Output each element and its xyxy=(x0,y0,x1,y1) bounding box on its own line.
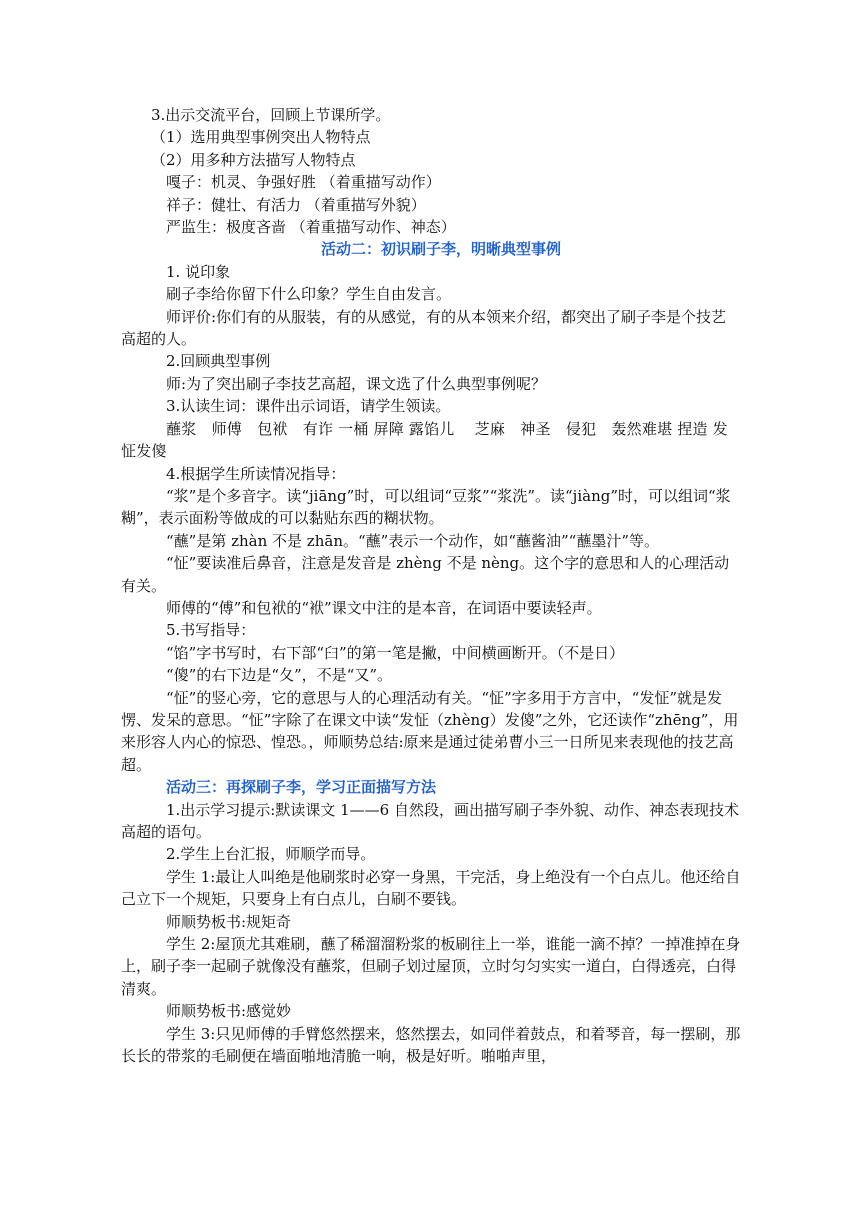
note-zhan: “蘸”是第 zhàn 不是 zhān。“蘸”表示一个动作，如“蘸酱油”“蘸墨汁”等。 xyxy=(166,531,659,550)
student-3-answer: 学生 3:只见师傅的手臂悠然摆来，悠然摆去，如同伴着鼓点，和着琴音，每一摆刷，那长长的带浆的毛刷便在墙面啪地清脆一响，极是好听。啪啪声里， xyxy=(121,1024,741,1066)
section-vocabulary: 3.认读生词：课件出示词语，请学生领读。 xyxy=(166,397,451,416)
student-2-answer: 学生 2:屋顶尤其难刷，蘸了稀溜溜粉浆的板刷往上一举，谁能一滴不掉？一掉准掉在身上，刷子李一起刷子就像没有蘸浆，但刷子划过屋顶，立时匀匀实实一道白，白得透亮，白得清爽。 xyxy=(121,935,741,998)
activity-2-heading: 活动二：初识刷子李，明晰典型事例 xyxy=(320,240,561,259)
board-note-1: 师顺势板书:规矩奇 xyxy=(166,912,292,931)
writing-sha: “傻”的右下边是“夂”，不是“又”。 xyxy=(166,666,393,685)
learning-prompt: 1.出示学习提示:默读课文 1——6 自然段，画出描写刷子李外貌、动作、神态表现技术高超的语句。 xyxy=(121,800,739,841)
point-1: （1）选用典型事例突出人物特点 xyxy=(151,128,371,147)
document-body xyxy=(121,104,741,1067)
impression-question: 刷子李给你留下什么印象？学生自由发言。 xyxy=(166,285,452,304)
note-zheng: “怔”要读准后鼻音，注意是发音是 zhèng 不是 nèng。这个字的意思和人的心理活动有关。 xyxy=(121,554,730,595)
review-step-3: 3.出示交流平台，回顾上节课所学。 xyxy=(151,106,391,124)
section-writing-guide: 5.书写指导： xyxy=(166,621,256,640)
teacher-comment: 师评价:你们有的从服装，有的从感觉，有的从本领来介绍，都突出了刷子李是个技艺高超的人。 xyxy=(121,307,727,349)
section-impression: 1. 说印象 xyxy=(166,262,231,281)
writing-xian: “馅”字书写时，右下部“臼”的第一笔是撇，中间横画断开。（不是日） xyxy=(166,643,625,662)
section-reading-guide: 4.根据学生所读情况指导： xyxy=(166,464,346,483)
character-gazi: 嘎子：机灵、争强好胜 （着重描写动作） xyxy=(166,173,441,192)
activity-3-heading: 活动三：再探刷子李，学习正面描写方法 xyxy=(166,778,437,797)
note-jiang: “浆”是个多音字。读“jiāng”时，可以组词“豆浆”“浆洗”。读“jiàng”时，可以组词“浆糊”，表示面粉等做成的可以黏贴东西的糊状物。 xyxy=(121,486,731,528)
student-1-answer: 学生 1:最让人叫绝是他刷浆时必穿一身黑，干完活，身上绝没有一个白点儿。他还给自己立下一个规矩，只要身上有白点儿，白刷不要钱。 xyxy=(121,867,741,909)
section-typical-events: 2.回顾典型事例 xyxy=(166,352,271,371)
character-yanjiansheng: 严监生：极度吝啬 （着重描写动作、神态） xyxy=(166,218,456,237)
student-report-step: 2.学生上台汇报，师顺学而导。 xyxy=(166,845,376,864)
board-note-2: 师顺势板书:感觉妙 xyxy=(166,1002,292,1021)
note-fu: 师傅的“傅”和包袱的“袱”课文中注的是本音，在词语中要读轻声。 xyxy=(166,598,602,617)
writing-zheng: “怔”的竖心旁，它的意思与人的心理活动有关。“怔”字多用于方言中，“发怔”就是发愣、发呆的意思。“怔”字除了在课文中读“发怔（zhèng）发傻”之外，它还读作“zhēng”，用来形容人内心的惊恐、惶恐。，师顺势总结:原来是通过徒弟曹小三一日所见来表现他的技艺高超。 xyxy=(121,688,739,774)
vocabulary-words: 蘸浆 师傅 包袱 有诈 一桶 屏障 露馅儿 芝麻 神圣 侵犯 轰然难堪 捏造 发怔发傻 xyxy=(121,419,728,461)
point-2: （2）用多种方法描写人物特点 xyxy=(151,150,356,169)
character-xiangzi: 祥子：健壮、有活力 （着重描写外貌） xyxy=(166,195,426,214)
teacher-question: 师:为了突出刷子李技艺高超，课文选了什么典型事例呢？ xyxy=(166,374,547,393)
